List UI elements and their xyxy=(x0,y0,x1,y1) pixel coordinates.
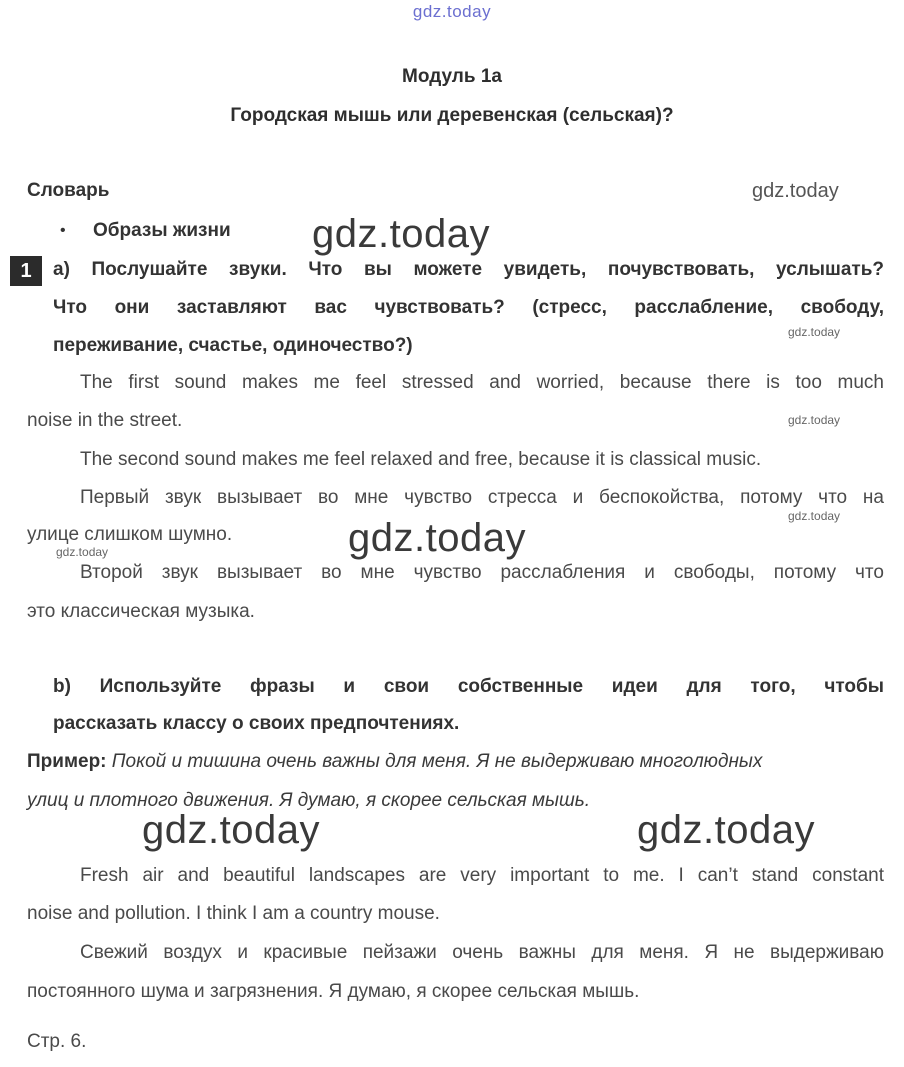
answer-b-en-line-1: Fresh air and beautiful landscapes are very important to me. I can’t stand constant xyxy=(80,865,884,886)
top-watermark: gdz.today xyxy=(412,2,492,21)
example-text-1: Покой и тишина очень важны для меня. Я не выдерживаю многолюдных xyxy=(111,751,763,772)
answer-ru-1-line-1: Первый звук вызывает во мне чувство стресса и беспокойства, потому что на xyxy=(80,487,884,508)
page-reference: Стр. 6. xyxy=(27,1031,87,1052)
task-b-line-2: рассказать классу о своих предпочтениях. xyxy=(53,713,460,734)
watermark: gdz.today xyxy=(56,545,109,559)
watermark: gdz.today xyxy=(637,808,815,852)
watermark: gdz.today xyxy=(752,180,839,202)
watermark: gdz.today xyxy=(142,808,320,852)
bullet-icon: • xyxy=(60,222,66,239)
example-label: Пример: xyxy=(27,751,107,772)
task-a-line-2: Что они заставляют вас чувствовать? (стресс, расслабление, свободу, xyxy=(53,297,884,318)
task-a-line-3: переживание, счастье, одиночество?) xyxy=(53,335,413,356)
watermark: gdz.today xyxy=(788,413,841,427)
answer-en-1-line-2: noise in the street. xyxy=(27,410,183,431)
answer-ru-2-line-1: Второй звук вызывает во мне чувство расслабления и свободы, потому что xyxy=(80,562,884,583)
module-title: Модуль 1а xyxy=(402,66,502,87)
answer-b-ru-line-2: постоянного шума и загрязнения. Я думаю, я скорее сельская мышь. xyxy=(27,981,640,1002)
watermark: gdz.today xyxy=(788,509,841,523)
watermark: gdz.today xyxy=(788,325,841,339)
example-line-1 xyxy=(27,751,762,773)
answer-ru-1-line-2: улице слишком шумно. xyxy=(27,524,233,545)
watermark: gdz.today xyxy=(312,212,490,256)
vocab-item: Образы жизни xyxy=(93,220,231,241)
example-text-2: улиц и плотного движения. Я думаю, я скорее сельская мышь. xyxy=(27,790,591,811)
answer-b-en-line-2: noise and pollution. I think I am a country mouse. xyxy=(27,903,440,924)
answer-ru-2-line-2: это классическая музыка. xyxy=(27,601,255,622)
vocab-heading: Словарь xyxy=(27,180,110,201)
lesson-title: Городская мышь или деревенская (сельская)? xyxy=(230,105,674,126)
task-b-line-1: b) Используйте фразы и свои собственные идеи для того, чтобы xyxy=(53,676,884,697)
task-a-line-1: a) Послушайте звуки. Что вы можете увидеть, почувствовать, услышать? xyxy=(53,259,884,280)
answer-en-1-line-1: The first sound makes me feel stressed and worried, because there is too much xyxy=(80,372,884,393)
answer-en-2: The second sound makes me feel relaxed and free, because it is classical music. xyxy=(80,449,762,470)
exercise-number-badge: 1 xyxy=(10,256,42,286)
watermark: gdz.today xyxy=(348,516,526,560)
answer-b-ru-line-1: Свежий воздух и красивые пейзажи очень важны для меня. Я не выдерживаю xyxy=(80,942,884,963)
